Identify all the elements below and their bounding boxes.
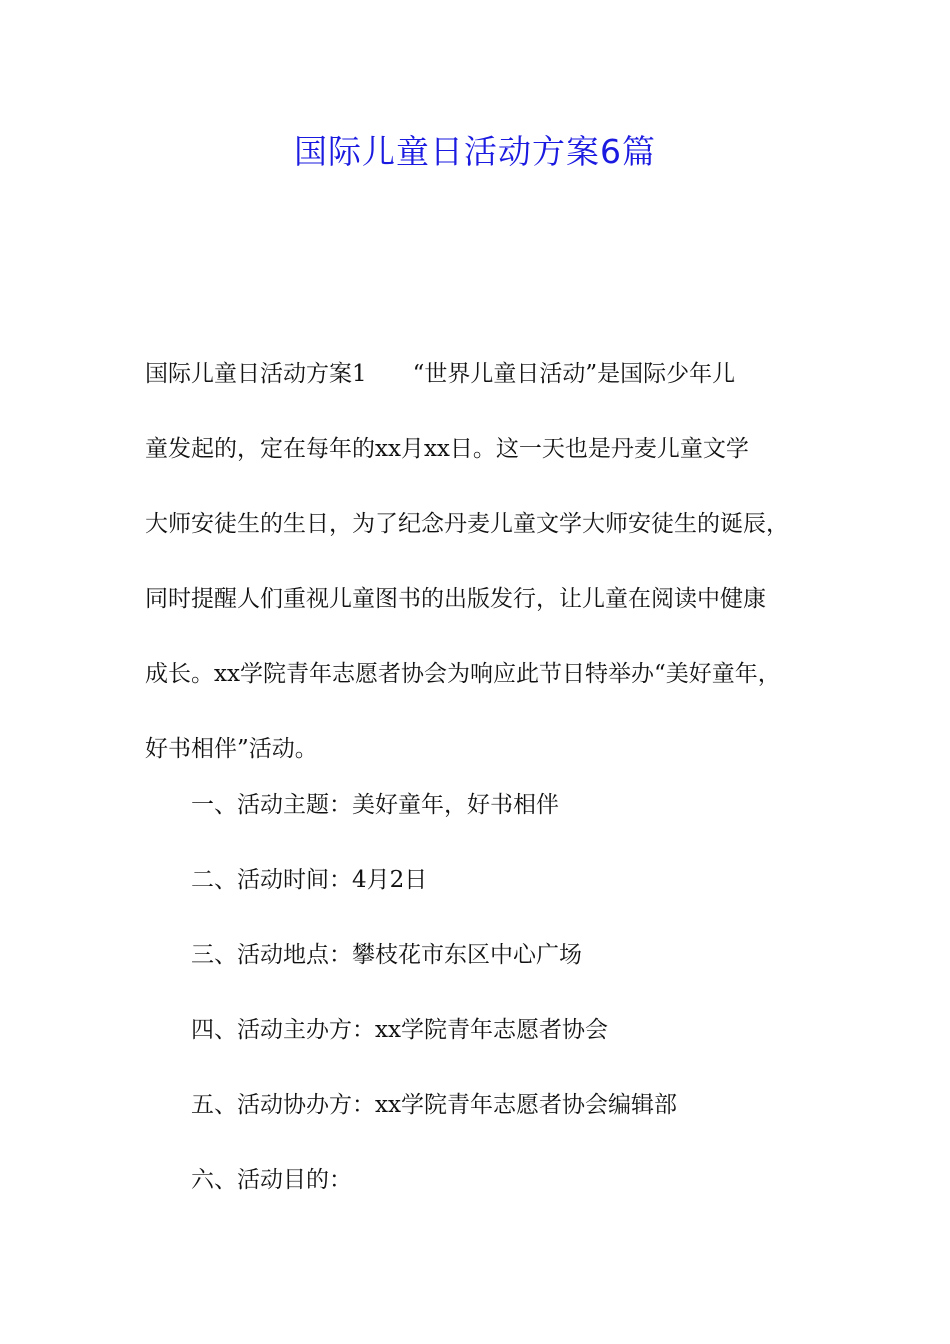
- activity-items-list: [145, 768, 835, 1218]
- intro-line: 大师安徒生的生日，为了纪念丹麦儿童文学大师安徒生的诞辰，: [145, 511, 789, 537]
- intro-line: 童发起的，定在每年的xx月xx日。这一天也是丹麦儿童文学: [145, 436, 749, 462]
- intro-line: 同时提醒人们重视儿童图书的出版发行，让儿童在阅读中健康: [145, 586, 766, 612]
- list-item-organizer: 四、活动主办方：xx学院青年志愿者协会: [191, 1017, 608, 1043]
- list-item-theme: 一、活动主题：美好童年，好书相伴: [191, 792, 559, 818]
- document-title: 国际儿童日活动方案6篇: [294, 132, 656, 171]
- intro-line: 好书相伴”活动。: [145, 736, 318, 762]
- list-item-purpose: 六、活动目的：: [191, 1167, 352, 1193]
- list-item-location: 三、活动地点：攀枝花市东区中心广场: [191, 942, 582, 968]
- intro-paragraph: [145, 337, 835, 787]
- intro-line: 国际儿童日活动方案1 “世界儿童日活动”是国际少年儿: [145, 361, 736, 387]
- intro-line: 成长。xx学院青年志愿者协会为响应此节日特举办“美好童年，: [145, 661, 781, 687]
- list-item-time: 二、活动时间：4月2日: [191, 867, 428, 893]
- list-item-co-organizer: 五、活动协办方：xx学院青年志愿者协会编辑部: [191, 1092, 677, 1118]
